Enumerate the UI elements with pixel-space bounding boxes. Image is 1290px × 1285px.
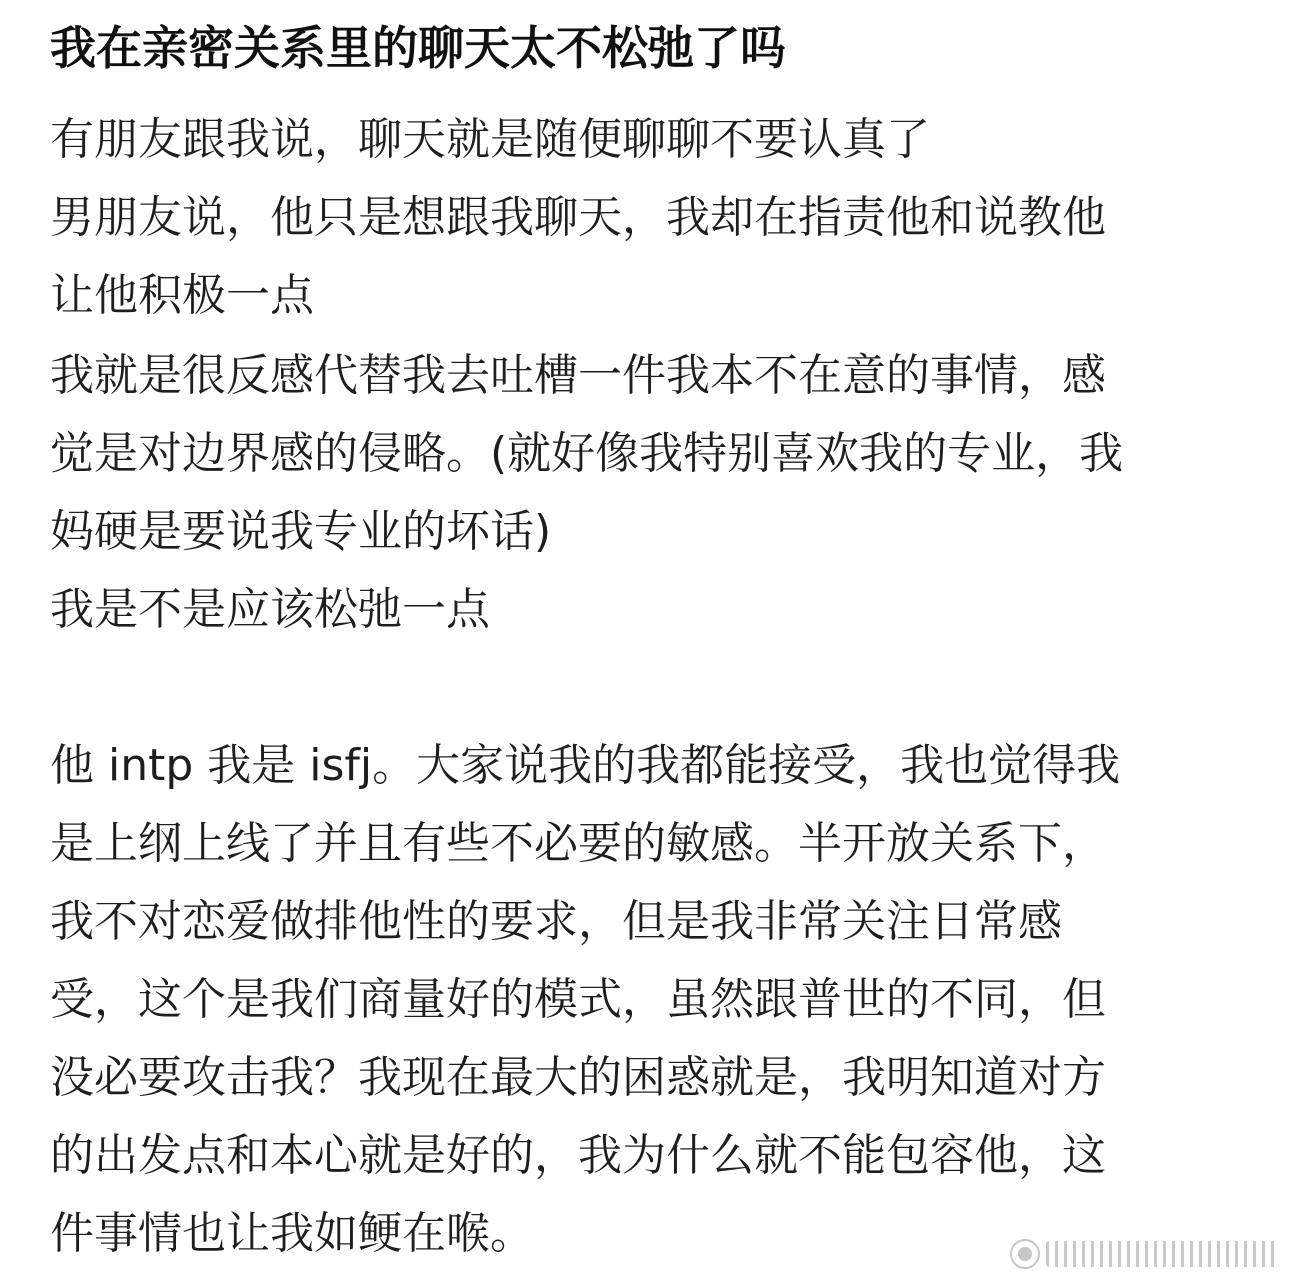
post-title: 我在亲密关系里的聊天太不松弛了吗 [50, 21, 786, 75]
post-text-line: 我不对恋爱做排他性的要求，但是我非常关注日常感 [50, 896, 1062, 947]
post-text-line: 件事情也让我如鲠在喉。 [50, 1208, 534, 1259]
post-text-line: 妈硬是要说我专业的坏话) [50, 506, 552, 557]
post-text-line: 没必要攻击我？我现在最大的困惑就是，我明知道对方 [50, 1052, 1106, 1103]
post-text-line: 他 intp 我是 isfj。大家说我的我都能接受，我也觉得我 [50, 740, 1121, 791]
post-text-line: 的出发点和本心就是好的，我为什么就不能包容他，这 [50, 1130, 1106, 1181]
post-text-line: 我就是很反感代替我去吐槽一件我本不在意的事情，感 [50, 350, 1106, 401]
watermark-text [1046, 1241, 1280, 1267]
post-text-line: 是上纲上线了并且有些不必要的敏感。半开放关系下， [50, 818, 1106, 869]
post-text-line: 男朋友说，他只是想跟我聊天，我却在指责他和说教他 [50, 192, 1106, 243]
watermark [1010, 1235, 1280, 1273]
post-text-line: 让他积极一点 [50, 270, 314, 321]
post-text-line: 有朋友跟我说，聊天就是随便聊聊不要认真了 [50, 114, 930, 165]
post-text-line: 受，这个是我们商量好的模式，虽然跟普世的不同，但 [50, 974, 1106, 1025]
post-text-line: 觉是对边界感的侵略。(就好像我特别喜欢我的专业，我 [50, 428, 1124, 479]
post-text-line: 我是不是应该松弛一点 [50, 584, 490, 635]
watermark-logo-icon [1010, 1239, 1040, 1269]
